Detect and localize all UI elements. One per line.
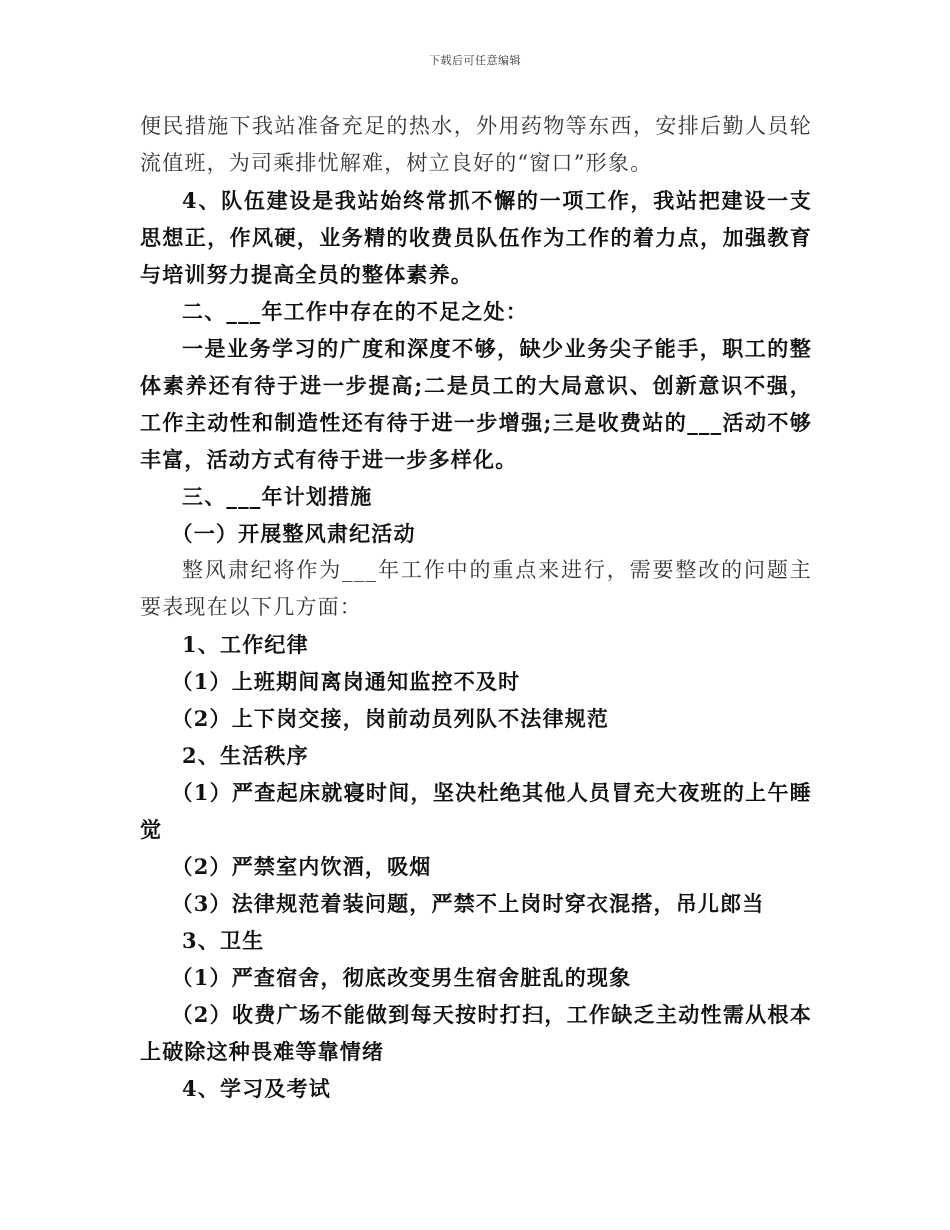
- list-heading-work-discipline: 1、工作纪律: [182, 632, 309, 657]
- list-item: （3）法律规范着装问题，严禁不上岗时穿衣混搭，吊儿郎当: [171, 891, 765, 916]
- page-header-note: 下载后可任意编辑: [429, 54, 521, 67]
- paragraph-convenience-measures: 便民措施下我站准备充足的热水，外用药物等东西，安排后勤人员轮流值班，为司乘排忧解难，树立良好的“窗口”形象。: [140, 114, 812, 175]
- list-item: （1）严查起床就寝时间，坚决杜绝其他人员冒充大夜班的上午睡觉: [140, 780, 812, 842]
- list-heading-study-exam: 4、学习及考试: [182, 1076, 332, 1101]
- paragraph-shortcomings: 一是业务学习的广度和深度不够，缺少业务尖子能手，职工的整体素养还有待于进一步提高;二是员工的大局意识、创新意识不强，工作主动性和制造性还有待于进一步增强;三是收费站的___活动不够丰富，活动方式有待于进一步多样化。: [140, 336, 812, 472]
- paragraph-team-building: 4、队伍建设是我站始终常抓不懈的一项工作，我站把建设一支思想正，作风硬，业务精的收费员队伍作为工作的着力点，加强教育与培训努力提高全员的整体素养。: [140, 188, 812, 287]
- list-heading-living-order: 2、生活秩序: [182, 743, 309, 768]
- section-heading-shortcomings: 二、___年工作中存在的不足之处：: [182, 299, 528, 324]
- subsection-heading-rectification: （一）开展整风肃纪活动: [171, 521, 416, 546]
- list-item: （2）上下岗交接，岗前动员列队不法律规范: [171, 706, 610, 731]
- list-item: （2）严禁室内饮酒，吸烟: [171, 854, 432, 879]
- list-heading-hygiene: 3、卫生: [182, 928, 265, 953]
- document-body: [140, 108, 812, 1107]
- list-item: （2）收费广场不能做到每天按时打扫，工作缺乏主动性需从根本上破除这种畏难等靠情绪: [140, 1002, 812, 1064]
- list-item: （1）上班期间离岗通知监控不及时: [171, 669, 521, 694]
- paragraph-rectification-intro: 整风肃纪将作为___年工作中的重点来进行，需要整改的问题主要表现在以下几方面：: [140, 558, 812, 619]
- section-heading-plan: 三、___年计划措施: [182, 484, 373, 509]
- list-item: （1）严查宿舍，彻底改变男生宿舍脏乱的现象: [171, 965, 632, 990]
